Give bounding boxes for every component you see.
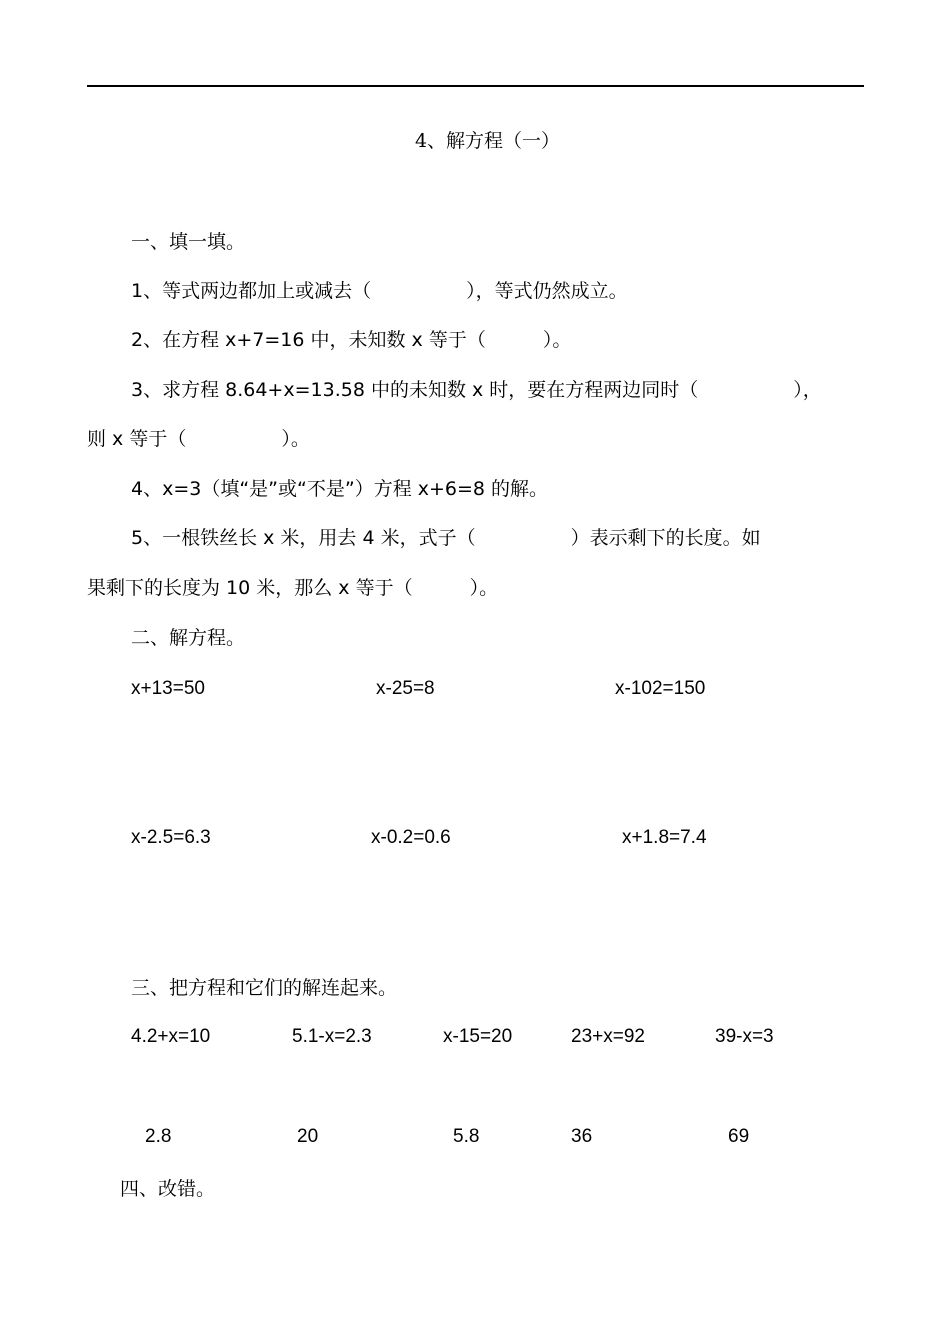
match-equation: 39-x=3 — [715, 1026, 774, 1047]
match-solution: 5.8 — [453, 1126, 480, 1147]
equation-item: x-2.5=6.3 — [131, 827, 211, 848]
match-equation: 5.1-x=2.3 — [292, 1026, 372, 1047]
match-equation: 4.2+x=10 — [131, 1026, 211, 1047]
equation-item: x-25=8 — [376, 678, 435, 699]
match-equation: x-15=20 — [443, 1026, 513, 1047]
question-5-line2: 果剩下的长度为 10 米，那么 x 等于（ ）。 — [87, 577, 499, 599]
header-rule — [87, 85, 864, 87]
page-title: 4、解方程（一） — [414, 130, 561, 152]
section3-heading: 三、把方程和它们的解连起来。 — [131, 977, 398, 999]
match-solution: 2.8 — [145, 1126, 172, 1147]
match-solution: 20 — [297, 1126, 319, 1147]
question-3-line1: 3、求方程 8.64+x=13.58 中的未知数 x 时，要在方程两边同时（ ）， — [131, 379, 822, 401]
question-5-line1: 5、一根铁丝长 x 米，用去 4 米，式子（ ）表示剩下的长度。如 — [131, 527, 761, 549]
question-4: 4、x=3（填“是”或“不是”）方程 x+6=8 的解。 — [131, 478, 549, 500]
equation-item: x-0.2=0.6 — [371, 827, 451, 848]
section4-heading: 四、改错。 — [120, 1178, 216, 1200]
match-solution: 69 — [728, 1126, 750, 1147]
question-1: 1、等式两边都加上或减去（ ），等式仍然成立。 — [131, 280, 628, 302]
section1-heading: 一、填一填。 — [131, 231, 246, 253]
match-solution: 36 — [571, 1126, 593, 1147]
equation-item: x+1.8=7.4 — [622, 827, 707, 848]
match-equation: 23+x=92 — [571, 1026, 645, 1047]
question-3-line2: 则 x 等于（ ）。 — [87, 428, 310, 450]
equation-item: x-102=150 — [615, 678, 706, 699]
question-2: 2、在方程 x+7=16 中，未知数 x 等于（ ）。 — [131, 329, 572, 351]
section2-heading: 二、解方程。 — [131, 627, 246, 649]
equation-item: x+13=50 — [131, 678, 205, 699]
